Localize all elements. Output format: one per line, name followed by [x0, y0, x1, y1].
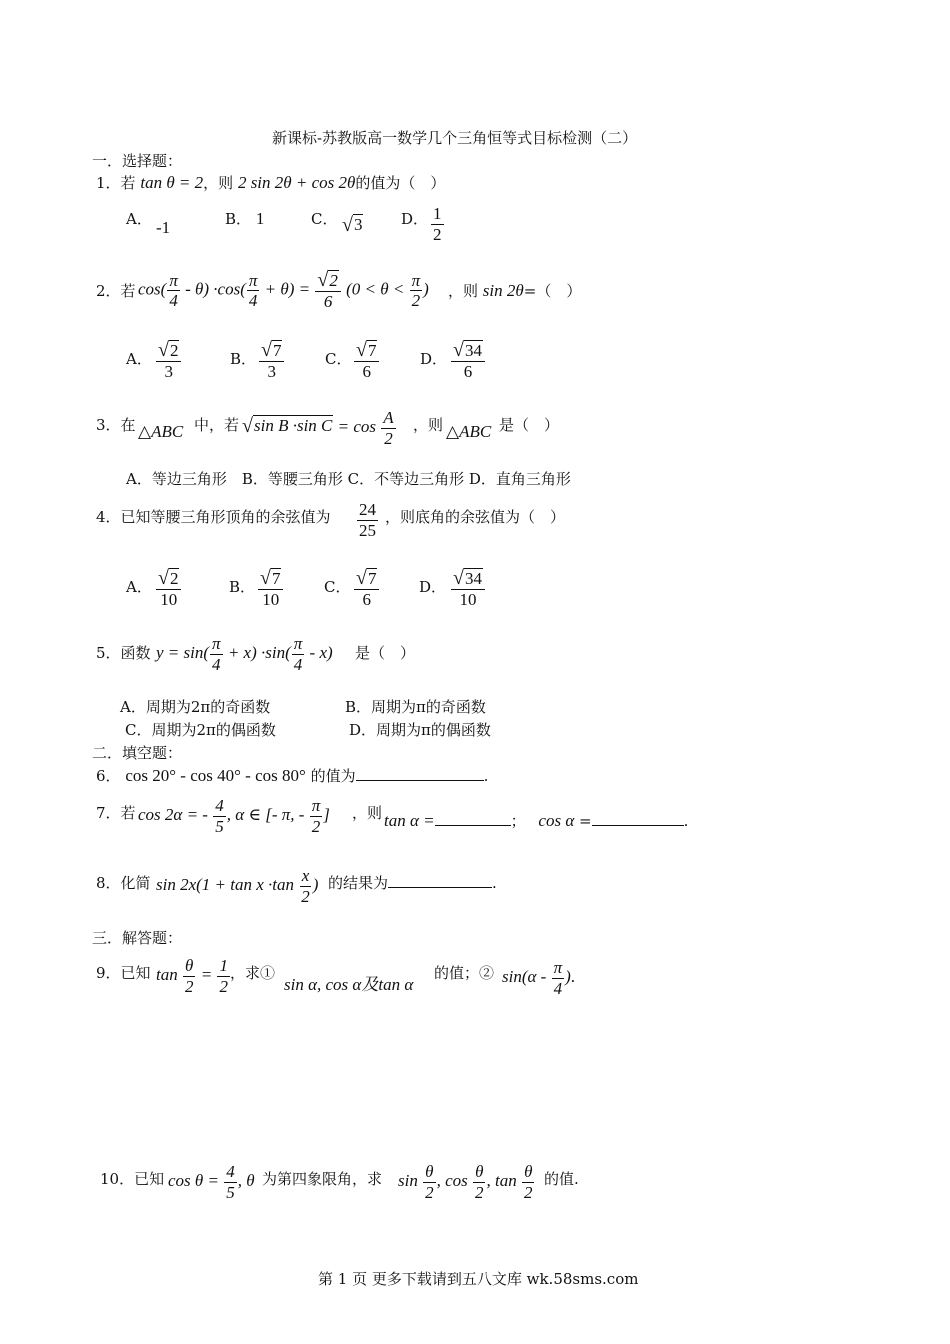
- option-a: A．: [126, 578, 152, 596]
- option-d: D．: [419, 578, 447, 596]
- question-3-then: ，则: [413, 416, 444, 434]
- math-expression: 2 sin 2θ + cos 2θ: [237, 173, 356, 192]
- question-10-targets: sin $\frac{\theta}{2}$ , cos $\frac{\theta}{2}$ , tan $\frac{\theta}{2}$: [398, 1162, 533, 1202]
- section-heading-fill: 二．填空题：: [92, 744, 183, 762]
- cosine-fraction: $\frac{24}{25}$: [359, 500, 376, 540]
- question-6: 6． cos 20° - cos 40° - cos 80° 的值为 .: [96, 766, 489, 785]
- option-a-value: $\frac{√2}{10}$: [155, 568, 182, 609]
- option-c: C．: [324, 578, 351, 596]
- question-3: 3．在: [96, 416, 136, 434]
- question-3-options: A．等边三角形 B．等腰三角形 C．不等边三角形 D．直角三角形: [126, 470, 571, 488]
- answer-blank: [356, 766, 484, 781]
- math-condition: tan θ = 2: [140, 173, 204, 192]
- question-9-ask: ，求①: [230, 964, 276, 982]
- question-4-tail: ，则底角的余弦值为（ ）: [385, 508, 566, 526]
- question-10-condition: cos θ = $\frac{4}{5}$ , θ: [168, 1162, 255, 1202]
- option-b: B．: [230, 350, 257, 368]
- option-d: D．周期为π的偶函数: [349, 721, 491, 739]
- triangle-label: △ABC: [138, 422, 184, 441]
- question-3-mid: 中，若: [194, 416, 240, 434]
- question-8-expression: sin 2x(1 + tan x ·tan $\frac{x}{2}$ ): [156, 866, 319, 906]
- question-8: 8．化简: [96, 874, 151, 892]
- option-b: B．: [229, 578, 256, 596]
- option-a-value: -1: [156, 218, 171, 237]
- question-3-tail: 是（ ）: [499, 416, 560, 434]
- question-5-function: y = sin( $\frac{\pi}{4}$ + x) ·sin( $\frac{\pi}{4}$ - x): [156, 634, 333, 674]
- question-9-expression: sin(α - $\frac{\pi}{4}$ ).: [502, 958, 576, 998]
- question-7-condition: cos 2α = - $\frac{4}{5}$ , α ∈ [- π, - $\frac{\pi}{2}$ ]: [138, 796, 330, 836]
- section-heading-answer: 三．解答题：: [92, 929, 183, 947]
- question-5: 5．函数: [96, 644, 151, 662]
- question-9-condition: tan $\frac{\theta}{2}$ = $\frac{1}{2}$: [156, 956, 228, 996]
- question-9: 9．已知: [96, 964, 151, 982]
- question-3-equation: √ sin B ·sin C = cos $\frac{A}{2}$: [242, 408, 394, 448]
- question-10-ask: 为第四象限角，求: [262, 1170, 383, 1188]
- option-b-value: $\frac{√7}{3}$: [258, 340, 285, 381]
- question-7-answers: tan α = ； cos α = .: [384, 811, 689, 830]
- option-c: C．周期为2π的偶函数: [125, 721, 276, 739]
- triangle-label: △ABC: [446, 422, 492, 441]
- option-c: C．: [311, 210, 338, 228]
- question-9-list: sin α, cos α及tan α: [284, 975, 414, 994]
- question-9-tail: 的值；②: [434, 964, 495, 982]
- question-1: 1．若 tan θ = 2，则 2 sin 2θ + cos 2θ的值为（ ）: [96, 173, 446, 192]
- option-b: B．周期为π的奇函数: [345, 698, 486, 716]
- answer-blank: [592, 811, 684, 826]
- page-title: 新课标-苏教版高一数学几个三角恒等式目标检测（二）: [272, 129, 638, 147]
- option-c-value: $\frac{√7}{6}$: [353, 568, 380, 609]
- option-c: C．: [325, 350, 352, 368]
- answer-blank: [435, 811, 511, 826]
- option-d-value: $\frac{1}{2}$: [433, 204, 442, 244]
- option-d: D．: [420, 350, 448, 368]
- question-2-equation: cos( $\frac{\pi}{4}$ - θ) ·cos( $\frac{\pi}{4}$ + θ) = $\frac{√2}{6}$ (0 < θ < $\frac{\pi}{2}$ ): [138, 269, 429, 311]
- question-2: 2．若: [96, 282, 136, 300]
- question-10-tail: 的值.: [544, 1170, 579, 1188]
- section-heading-choice: 一．选择题：: [92, 152, 183, 170]
- option-a: A．: [126, 350, 152, 368]
- option-a: A．: [126, 210, 152, 228]
- option-c-value: √ 3: [342, 213, 363, 236]
- option-b-value: $\frac{√7}{10}$: [257, 568, 284, 609]
- question-7: 7．若: [96, 804, 136, 822]
- question-5-tail: 是（ ）: [355, 644, 416, 662]
- option-d-value: $\frac{√34}{10}$: [450, 568, 486, 609]
- question-number: 1．: [96, 174, 121, 192]
- option-d: D．: [401, 210, 429, 228]
- option-a-value: $\frac{√2}{3}$: [155, 340, 182, 381]
- answer-blank: [388, 873, 492, 888]
- question-7-then: ，则: [352, 804, 383, 822]
- question-8-tail: 的结果为 .: [328, 874, 497, 892]
- question-4: 4．已知等腰三角形顶角的余弦值为: [96, 508, 331, 526]
- option-c-value: $\frac{√7}{6}$: [353, 340, 380, 381]
- option-a: A．周期为2π的奇函数: [120, 698, 271, 716]
- question-10: 10．已知: [100, 1170, 165, 1188]
- question-2-tail: ，则 sin 2θ=（ ）: [448, 281, 582, 300]
- page-footer: 第 1 页 更多下载请到五八文库 wk.58sms.com: [318, 1270, 639, 1288]
- option-d-value: $\frac{√34}{6}$: [450, 340, 486, 381]
- option-b: B． 1: [225, 209, 265, 228]
